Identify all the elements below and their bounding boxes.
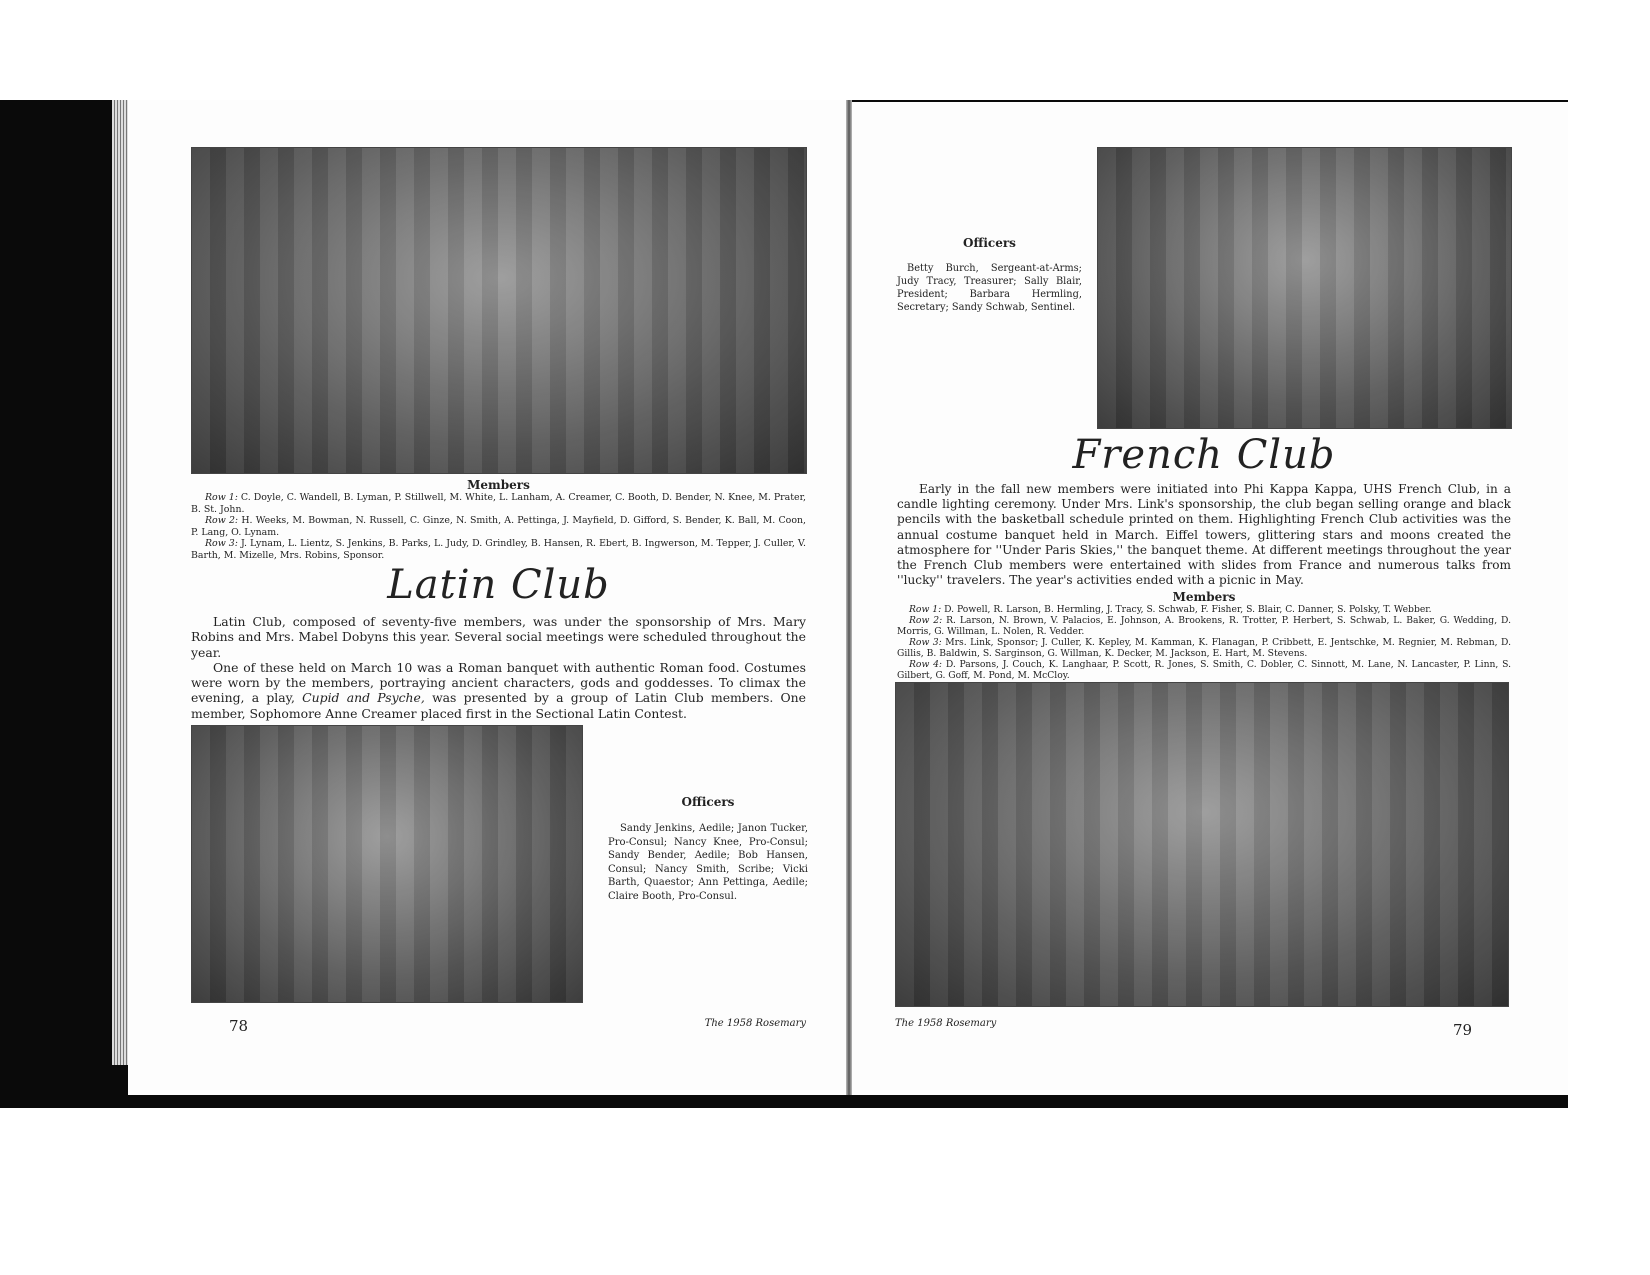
french-club-description: Early in the fall new members were initiated into Phi Kappa Kappa, UHS French Club, in a candle lighting ceremony. Under Mrs. Link's sponsorship, the club began selling orange and black pencils with the basketball schedule printed on them. Highlighting French Club activities was the annual costume banquet held in March. Eiffel towers, glittering stars and moons created the atmosphere for ''Under Paris Skies,'' the banquet theme. At different meetings throughout the year the French Club members were entertained with slides from France and numerous talks from ''lucky'' travelers. The year's activities ended with a picnic in May.: [897, 482, 1511, 588]
member-row: Row 3: Mrs. Link, Sponsor; J. Culler, K. Kepley, M. Kamman, K. Flanagan, P. Cribbett, E. Jentschke, M. Regnier, M. Rebman, D. Gillis, B. Baldwin, S. Sarginson, G. Willman, K. Decker, M. Jackson, E. Hart, M. Stevens.: [897, 637, 1511, 659]
page-edges: [112, 100, 128, 1065]
officers-text: Sandy Jenkins, Aedile; Janon Tucker, Pro-Consul; Nancy Knee, Pro-Consul; Sandy Bender, Aedile; Bob Hansen, Consul; Nancy Smith, Scribe; Vicki Barth, Quaestor; Ann Pettinga, Aedile; Claire Booth, Pro-Consul.: [608, 823, 808, 902]
french-club-group-photo: [895, 682, 1509, 1007]
latin-club-description: Latin Club, composed of seventy-five members, was under the sponsorship of Mrs. Mary Robins and Mrs. Mabel Dobyns this year. Several social meetings were scheduled throughout the year. One of these held on March 10 was a Roman banquet with authentic Roman food. Costumes were worn by the members, portraying ancient characters, gods and goddesses. To climax the evening, a play, Cupid and Psyche, was presented by a group of Latin Club members. One member, Sophomore Anne Creamer placed first in the Sectional Latin Contest.: [191, 614, 806, 721]
footer-title: The 1958 Rosemary: [704, 1018, 806, 1029]
footer-title: The 1958 Rosemary: [895, 1018, 997, 1029]
latin-club-group-photo: [191, 147, 807, 474]
member-row: Row 1: C. Doyle, C. Wandell, B. Lyman, P. Stillwell, M. White, L. Lanham, A. Creamer, C. Booth, D. Bender, N. Knee, M. Prater, B. St. John.: [191, 492, 806, 515]
members-heading: Members: [1172, 590, 1236, 604]
officers-text: Betty Burch, Sergeant-at-Arms; Judy Tracy, Treasurer; Sally Blair, President; Barbara Hermling, Secretary; Sandy Schwab, Sentinel.: [897, 263, 1082, 313]
officers-heading: Officers: [963, 236, 1016, 250]
members-list: [191, 492, 806, 562]
section-title: Latin Club: [387, 562, 610, 608]
members-heading: Members: [467, 478, 530, 492]
members-list: [897, 604, 1511, 681]
section-title: French Club: [1072, 432, 1336, 478]
member-row: Row 2: R. Larson, N. Brown, V. Palacios, E. Johnson, A. Brookens, R. Trotter, P. Herbert, S. Schwab, L. Baker, G. Wedding, D. Morris, G. Willman, L. Nolen, R. Vedder.: [897, 615, 1511, 637]
page-number: 78: [229, 1017, 249, 1035]
member-row: Row 3: J. Lynam, L. Lientz, S. Jenkins, B. Parks, L. Judy, D. Grindley, B. Hansen, R. Ebert, B. Ingwerson, M. Tepper, J. Culler, V. Barth, M. Mizelle, Mrs. Robins, Sponsor.: [191, 538, 806, 561]
member-row: Row 4: D. Parsons, J. Couch, K. Langhaar, P. Scott, R. Jones, S. Smith, C. Dobler, C. Sinnott, M. Lane, N. Lancaster, P. Linn, S. Gilbert, G. Goff, M. Pond, M. McCloy.: [897, 659, 1512, 681]
french-club-officers-photo: [1097, 147, 1512, 429]
page-number: 79: [1453, 1021, 1473, 1039]
member-row: Row 1: D. Powell, R. Larson, B. Hermling, J. Tracy, S. Schwab, F. Fisher, S. Blair, C. Danner, S. Polsky, T. Webber.: [909, 604, 1432, 615]
member-row: Row 2: H. Weeks, M. Bowman, N. Russell, C. Ginze, N. Smith, A. Pettinga, J. Mayfield, D. Gifford, S. Bender, K. Ball, M. Coon, P. Lang, O. Lynam.: [191, 515, 806, 538]
gutter: [846, 100, 852, 1095]
officers-heading: Officers: [681, 795, 735, 809]
latin-club-officers-photo: [191, 725, 583, 1003]
